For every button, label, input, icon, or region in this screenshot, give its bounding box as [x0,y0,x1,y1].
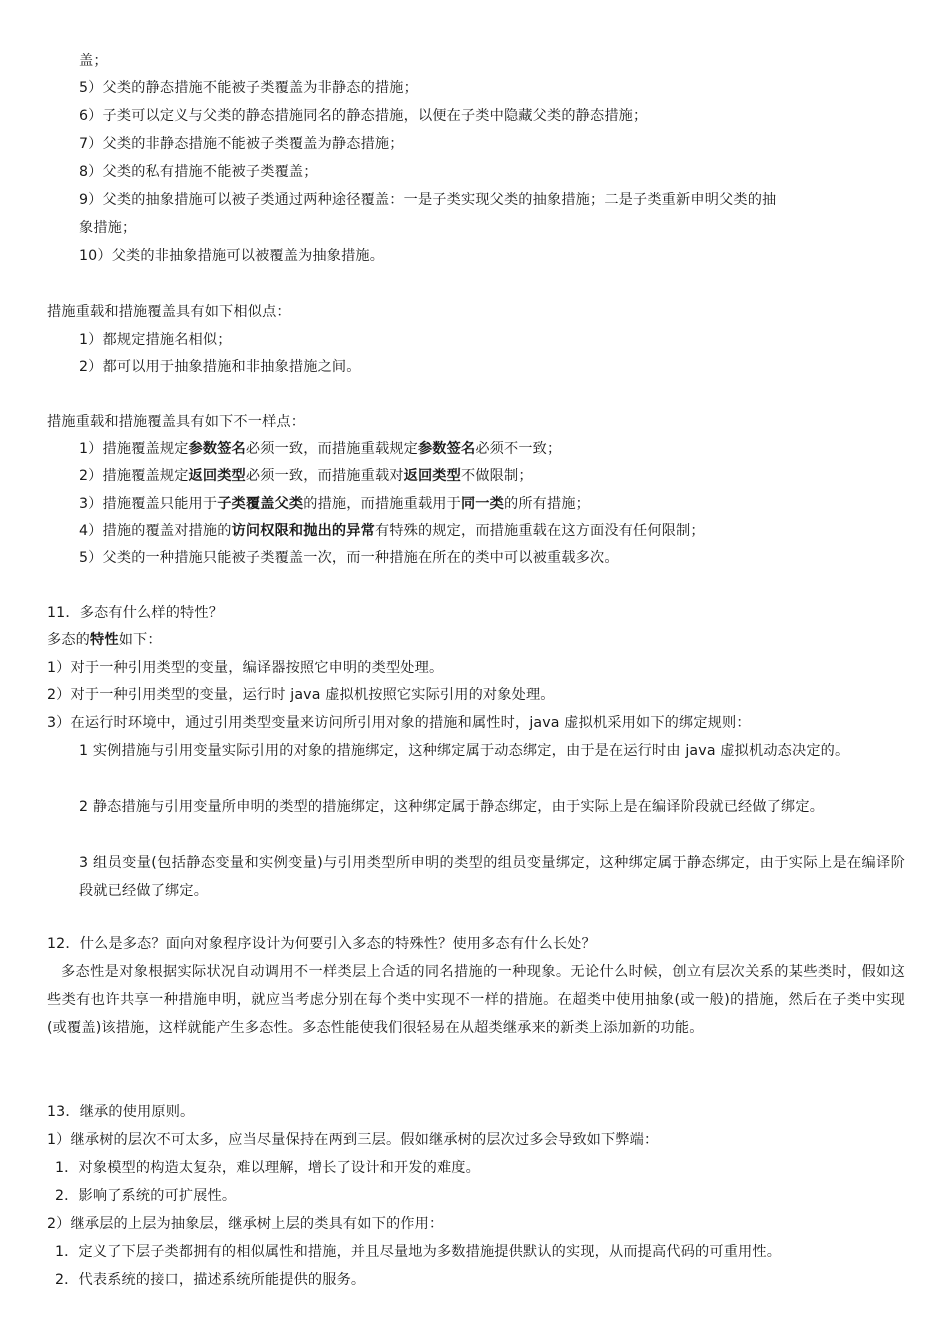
q11-heading: 11．多态有什么样的特性？ [47,605,224,621]
q13-heading: 13．继承的使用原则。 [47,1104,195,1120]
rule-8: 8）父类的私有措施不能被子类覆盖； [79,164,318,180]
rule-9-line1: 9）父类的抽象措施可以被子类通过两种途径覆盖：一是子类实现父类的抽象措施；二是子类重新申明父类的抽 [79,192,777,208]
rule-6: 6）子类可以定义与父类的静态措施同名的静态措施，以便在子类中隐藏父类的静态措施； [79,108,648,124]
q11-binding-3: 3 组员变量(包括静态变量和实例变量)与引用类型所申明的类型的组员变量绑定，这种绑定属于静态绑定，由于实际上是在编译阶段就已经做了绑定。 [79,855,905,899]
q13-point-2a: 1．定义了下层子类都拥有的相似属性和措施，并且尽量地为多数措施提供默认的实现，从而提高代码的可重用性。 [55,1244,782,1260]
rule-cont: 盖； [79,53,108,69]
similar-2: 2）都可以用于抽象措施和非抽象措施之间。 [79,359,361,375]
q13-point-2b: 2．代表系统的接口，描述系统所能提供的服务。 [55,1272,366,1288]
diff-5: 5）父类的一种措施只能被子类覆盖一次，而一种措施在所在的类中可以被重载多次。 [79,550,619,566]
q11-binding-2: 2 静态措施与引用变量所申明的类型的措施绑定，这种绑定属于静态绑定，由于实际上是在编译阶段就已经做了绑定。 [79,799,825,815]
similar-1: 1）都规定措施名相似； [79,332,232,348]
rule-7: 7）父类的非静态措施不能被子类覆盖为静态措施； [79,136,404,152]
q12-body: 多态性是对象根据实际状况自动调用不一样类层上合适的同名措施的一种现象。无论什么时候，创立有层次关系的某些类时，假如这些类有也许共享一种措施申明，就应当考虑分别在每个类中实现不一样的措施。在超类中使用抽象(或一般)的措施，然后在子类中实现(或覆盖)该措施，这样就能产生多态性。多态性能使我们很轻易在从超类继承来的新类上添加新的功能。 [47,964,905,1036]
diff-3: 3）措施覆盖只能用于子类覆盖父类的措施，而措施重载用于同一类的所有措施； [79,496,591,512]
q12-heading: 12．什么是多态？面向对象程序设计为何要引入多态的特殊性？使用多态有什么长处？ [47,936,596,952]
q11-point-1: 1）对于一种引用类型的变量，编译器按照它申明的类型处理。 [47,660,444,676]
diff-4: 4）措施的覆盖对措施的访问权限和抛出的异常有特殊的规定，而措施重载在这方面没有任何限制； [79,523,705,539]
q13-point-2: 2）继承层的上层为抽象层，继承树上层的类具有如下的作用： [47,1216,444,1232]
diff-2: 2）措施覆盖规定返回类型必须一致，而措施重载对返回类型不做限制； [79,468,533,484]
rule-5: 5）父类的静态措施不能被子类覆盖为非静态的措施； [79,80,418,96]
q11-point-2: 2）对于一种引用类型的变量，运行时 java 虚拟机按照它实际引用的对象处理。 [47,687,555,703]
q11-point-3: 3）在运行时环境中，通过引用类型变量来访问所引用对象的措施和属性时，java 虚拟机采用如下的绑定规则： [47,715,751,731]
similar-heading: 措施重载和措施覆盖具有如下相似点： [47,304,291,320]
q11-lead: 多态的特性如下： [47,632,162,648]
diff-1: 1）措施覆盖规定参数签名必须一致，而措施重载规定参数签名必须不一致； [79,441,562,457]
rule-9-line2: 象措施； [79,220,137,236]
diff-heading: 措施重载和措施覆盖具有如下不一样点： [47,414,306,430]
rule-10: 10）父类的非抽象措施可以被覆盖为抽象措施。 [79,248,385,264]
q11-binding-1: 1 实例措施与引用变量实际引用的对象的措施绑定，这种绑定属于动态绑定，由于是在运行时由 java 虚拟机动态决定的。 [79,743,850,759]
q13-point-1b: 2．影响了系统的可扩展性。 [55,1188,237,1204]
q13-point-1: 1）继承树的层次不可太多，应当尽量保持在两到三层。假如继承树的层次过多会导致如下弊端： [47,1132,659,1148]
q13-point-1a: 1．对象模型的构造太复杂，难以理解，增长了设计和开发的难度。 [55,1160,480,1176]
